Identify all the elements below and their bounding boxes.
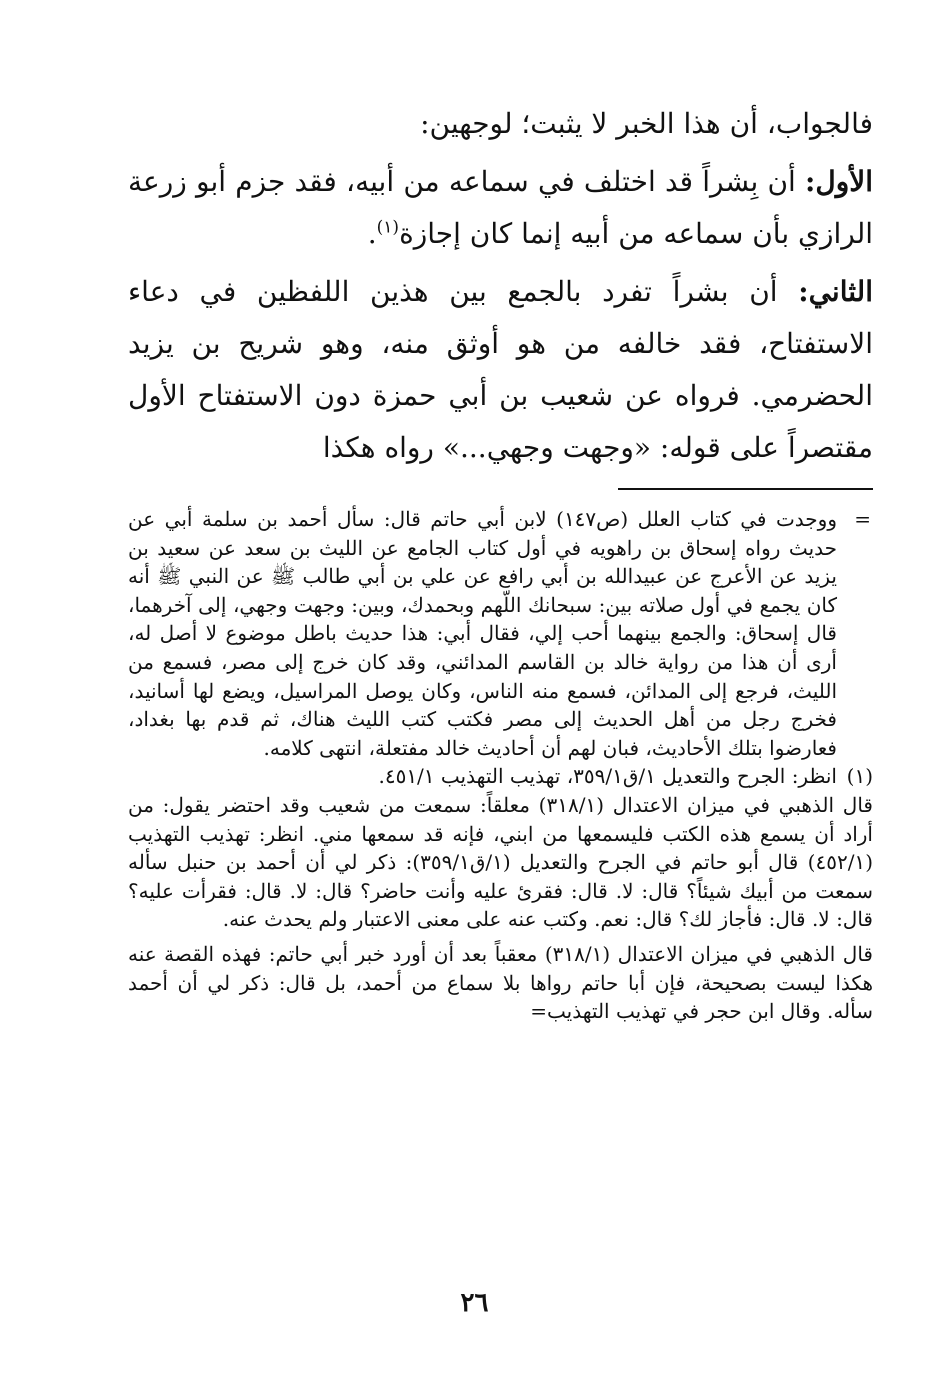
footnote-continuation bbox=[128, 505, 873, 762]
first-reason-lead: الأول: bbox=[805, 165, 873, 198]
footnote-separator bbox=[618, 488, 873, 490]
paragraph-answer: فالجواب، أن هذا الخبر لا يثبت؛ لوجهين: bbox=[420, 107, 873, 140]
page-number: ٢٦ bbox=[460, 1288, 489, 1318]
paragraph-second-reason bbox=[128, 266, 873, 474]
continuation-mark: = bbox=[854, 507, 871, 531]
second-reason-lead: الثاني: bbox=[798, 275, 873, 308]
footnote-1-paragraph-3: قال الذهبي في ميزان الاعتدال (٣١٨/١) معقباً بعد أن أورد خبر أبي حاتم: فهذه القصة عنه هكذا ليست بصحيحة، فإن أبا حاتم رواها بلا سماع من أحمد، بل قال: ذكر لي أن أحمد سأله. وقال ابن حجر في تهذيب التهذيب= bbox=[128, 941, 873, 1024]
footnote-reference: (١) bbox=[376, 217, 400, 238]
footnotes bbox=[128, 505, 873, 1026]
main-text bbox=[128, 98, 873, 480]
continuation-text: ووجدت في كتاب العلل (ص١٤٧) لابن أبي حاتم قال: سأل أحمد بن سلمة أبي عن حديث رواه إسحاق بن راهويه في أول كتاب الجامع عن الليث بن سعد عن سعيد بن يزيد عن الأعرج عن عبيدالله بن أبي رافع عن علي بن أبي طالب ﷺ عن النبي ﷺ أنه كان يجمع في أول صلاته بين: سبحانك اللّهم وبحمدك، وبين: وجهت وجهي، إلى آخرهما، قال إسحاق: والجمع بينهما أحب إلي، فقال أبي: هذا حديث باطل موضوع لا أصل له، أرى أن هذا من رواية خالد بن القاسم المدائني، وقد كان خرج إلى مصر، فسمع من الليث، فرجع إلى المدائن، فسمع منه الناس، وكان يوصل المراسيل، ويضع لها أسانيد، فخرج رجل من أهل الحديث إلى مصر فكتب كتب الليث هناك، ثم قدم بها بغداد، فعارضوا بتلك الأحاديث، فبان لهم أن أحاديث خالد مفتعلة، انتهى كلامه. bbox=[128, 507, 837, 760]
footnote-1-text: انظر: الجرح والتعديل ١/ق٣٥٩/١، تهذيب التهذيب ٤٥١/١. bbox=[378, 764, 837, 789]
paragraph-first-reason bbox=[128, 156, 873, 260]
footnote-1-number: (١) bbox=[846, 764, 873, 789]
second-reason-text: أن بشراً تفرد بالجمع بين هذين اللفظين في دعاء الاستفتاح، فقد خالفه من هو أوثق منه، وهو شريح بن يزيد الحضرمي. فرواه عن شعيب بن أبي حمزة دون الاستفتاح الأول مقتصراً على قوله: «وجهت وجهي...» رواه هكذا bbox=[128, 275, 873, 464]
footnote-1-paragraph-2: قال الذهبي في ميزان الاعتدال (٣١٨/١) معلقاً: سمعت من شعيب وقد احتضر يقول: من أراد أن يسمع هذه الكتب فليسمعها من ابني، فإنه قد سمعها مني. انظر: تهذيب التهذيب (٤٥٢/١) قال أبو حاتم في الجرح والتعديل (١/ق٣٥٩/١): ذكر لي أن أحمد بن حنبل سأله سمعت من أبيك شيئاً؟ قال: لا. قال: فقرئ عليه وأنت حاضر؟ قال: لا. قال: فقرأت عليه؟ قال: لا. قال: فأجاز لك؟ قال: نعم. وكتب عنه على معنى الاعتبار ولم يحدث عنه. bbox=[128, 792, 873, 932]
first-reason-end: . bbox=[367, 217, 377, 250]
footnote-1 bbox=[128, 762, 873, 791]
first-reason-text: أن بِشراً قد اختلف في سماعه من أبيه، فقد جزم أبو زرعة الرازي بأن سماعه من أبيه إنما كان إجازة bbox=[128, 165, 873, 250]
